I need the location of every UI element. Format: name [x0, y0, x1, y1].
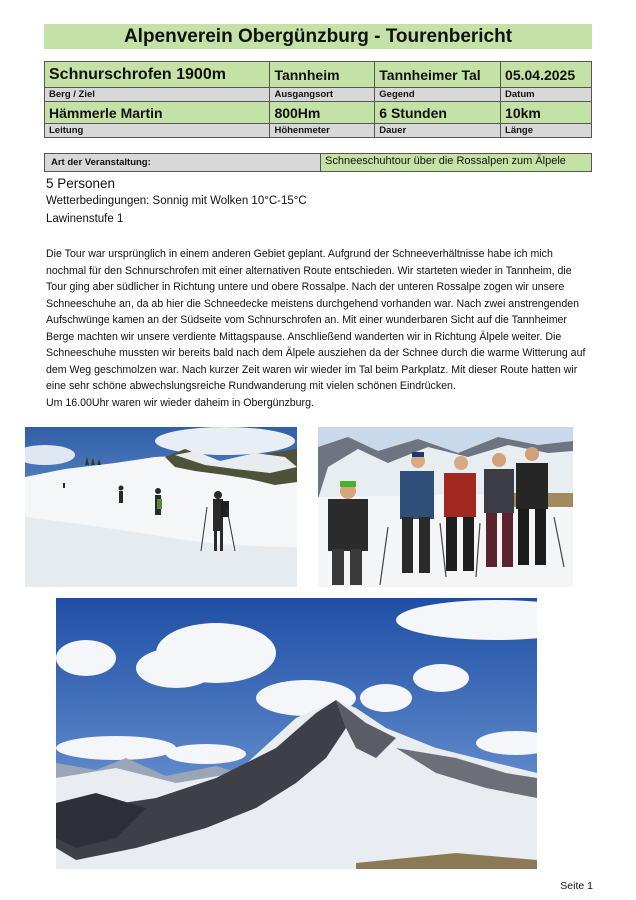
date-label: Datum	[501, 88, 592, 102]
info-labels-row-1	[45, 88, 592, 102]
report-paragraph: Die Tour war ursprünglich in einem anderen Gebiet geplant. Aufgrund der Schneeverhältnisse habe ich mich nochmal für den Schnurschrofen mit einer alternativen Route entschieden. Wir starteten wieder in Tannheim, die Tour ging aber südlicher in Richtung untere und obere Rossalpe. Nach der unteren Rossalpe zogen wir unsere Schneeschuhe an, da ab hier die Schneedecke meistens durchgehend vorhanden war. Nach zwei anstrengenden Aufschwünge kamen an der Südseite vom Schnurschrofen an. Mit einer wunderbaren Sicht auf die Tannheimer Berge machten wir unsere verdiente Mittagspause. Anschließend wanderten wir in Richtung Älpele weiter. Die Schneeschuhe mussten wir bereits bald nach dem Älpele ausziehen da der Schnee durch die warme Witterung auf dem Weg geschmolzen war. Nach kurzer Zeit waren wir wieder im Tal beim Parkplatz. Mit dieser Route hatten wir eine sehr schöne abwechslungsreiche Rundwanderung mit vielen schönen Eindrücken.	[46, 248, 586, 392]
info-labels-row-2	[45, 124, 592, 138]
region-label: Gegend	[375, 88, 501, 102]
photo-group-portrait	[318, 427, 573, 587]
report-closing: Um 16.00Uhr waren wir wieder daheim in Obergünzburg.	[46, 396, 314, 409]
avalanche-level: Lawinenstufe 1	[46, 213, 124, 225]
tour-info-table	[44, 61, 592, 138]
duration-label: Dauer	[375, 124, 501, 138]
info-values-row-2	[45, 102, 592, 124]
mountain-value: Schnurschrofen 1900m	[45, 62, 270, 88]
start-location-label: Ausgangsort	[270, 88, 375, 102]
participants-count: 5 Personen	[46, 176, 116, 191]
start-location-value: Tannheim	[270, 62, 375, 88]
region-value: Tannheimer Tal	[375, 62, 501, 88]
leader-label: Leitung	[45, 124, 270, 138]
photo-snowshoe-ascent	[25, 427, 297, 587]
mountain-label: Berg / Ziel	[45, 88, 270, 102]
page-title: Alpenverein Obergünzburg - Tourenbericht	[44, 24, 592, 49]
leader-value: Hämmerle Martin	[45, 102, 270, 124]
event-type-row	[44, 153, 592, 172]
elevation-value: 800Hm	[270, 102, 375, 124]
duration-value: 6 Stunden	[375, 102, 501, 124]
elevation-label: Höhenmeter	[270, 124, 375, 138]
tour-report	[46, 246, 594, 411]
distance-label: Länge	[501, 124, 592, 138]
page-number: Seite 1	[560, 880, 593, 892]
photo-mountain-panorama	[56, 598, 537, 869]
event-type-label: Art der Veranstaltung:	[45, 154, 321, 171]
date-value: 05.04.2025	[501, 62, 592, 88]
info-values-row-1	[45, 62, 592, 88]
distance-value: 10km	[501, 102, 592, 124]
weather-conditions: Wetterbedingungen: Sonnig mit Wolken 10°C-15°C	[46, 195, 307, 207]
event-type-value: Schneeschuhtour über die Rossalpen zum Älpele	[321, 154, 591, 171]
